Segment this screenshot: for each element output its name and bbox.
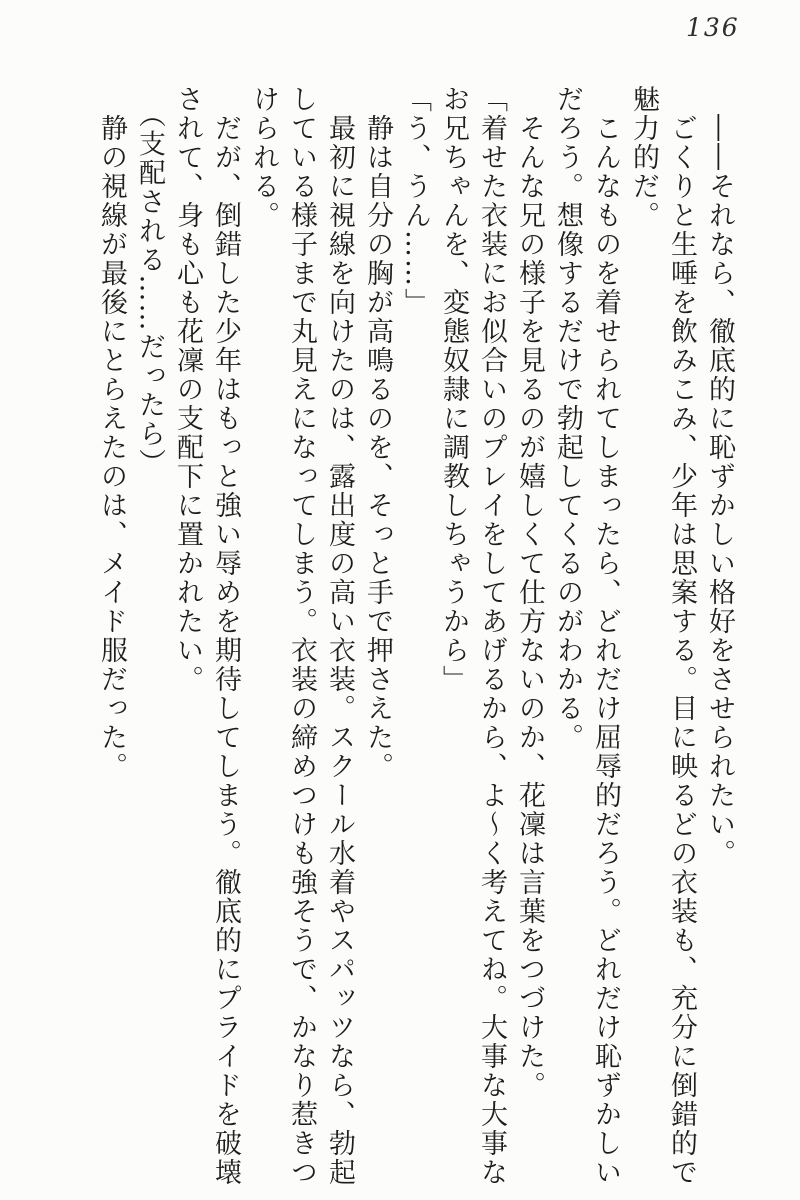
text-line: だが、倒錯した少年はもっと強い辱めを期待してしまう。徹底的にプライドを破壊: [210, 85, 241, 1187]
text-line: 「着せた衣装にお似合いのプレイをしてあげるから、よ〜く考えてね。大事な大事な: [476, 85, 507, 1187]
text-line: 「う、うん……」: [400, 85, 431, 317]
text-line: されて、身も心も花凜の支配下に置かれたい。: [172, 85, 203, 694]
text-line: こんなものを着せられてしまったら、どれだけ屈辱的だろう。どれだけ恥ずかしい: [590, 85, 621, 1187]
text-line: だろう。想像するだけで勃起してくるのがわかる。: [552, 85, 583, 752]
text-line: そんな兄の様子を見るのが嬉しくて仕方ないのか、花凜は言葉をつづけた。: [514, 85, 545, 1100]
text-line: 静の視線が最後にとらえたのは、メイド服だった。: [96, 85, 127, 781]
text-line: けられる。: [248, 85, 279, 230]
page-number: 136: [686, 13, 740, 42]
text-line: している様子まで丸見えになってしまう。衣装の締めつけも強そうで、かなり惹きつ: [286, 85, 317, 1187]
vertical-text-body: [92, 85, 738, 1193]
text-line: （支配される……だったら）: [134, 85, 165, 478]
text-line: 魅力的だ。: [628, 85, 659, 230]
text-line: お兄ちゃんを、変態奴隷に調教しちゃうから」: [438, 85, 469, 694]
text-line: ――それなら、徹底的に恥ずかしい格好をさせられたい。: [704, 85, 735, 868]
text-line: 静は自分の胸が高鳴るのを、そっと手で押さえた。: [362, 85, 393, 781]
text-line: ごくりと生唾を飲みこみ、少年は思案する。目に映るどの衣装も、充分に倒錯的で: [666, 85, 697, 1187]
text-line: 最初に視線を向けたのは、露出度の高い衣装。スクール水着やスパッツなら、勃起: [324, 85, 355, 1187]
